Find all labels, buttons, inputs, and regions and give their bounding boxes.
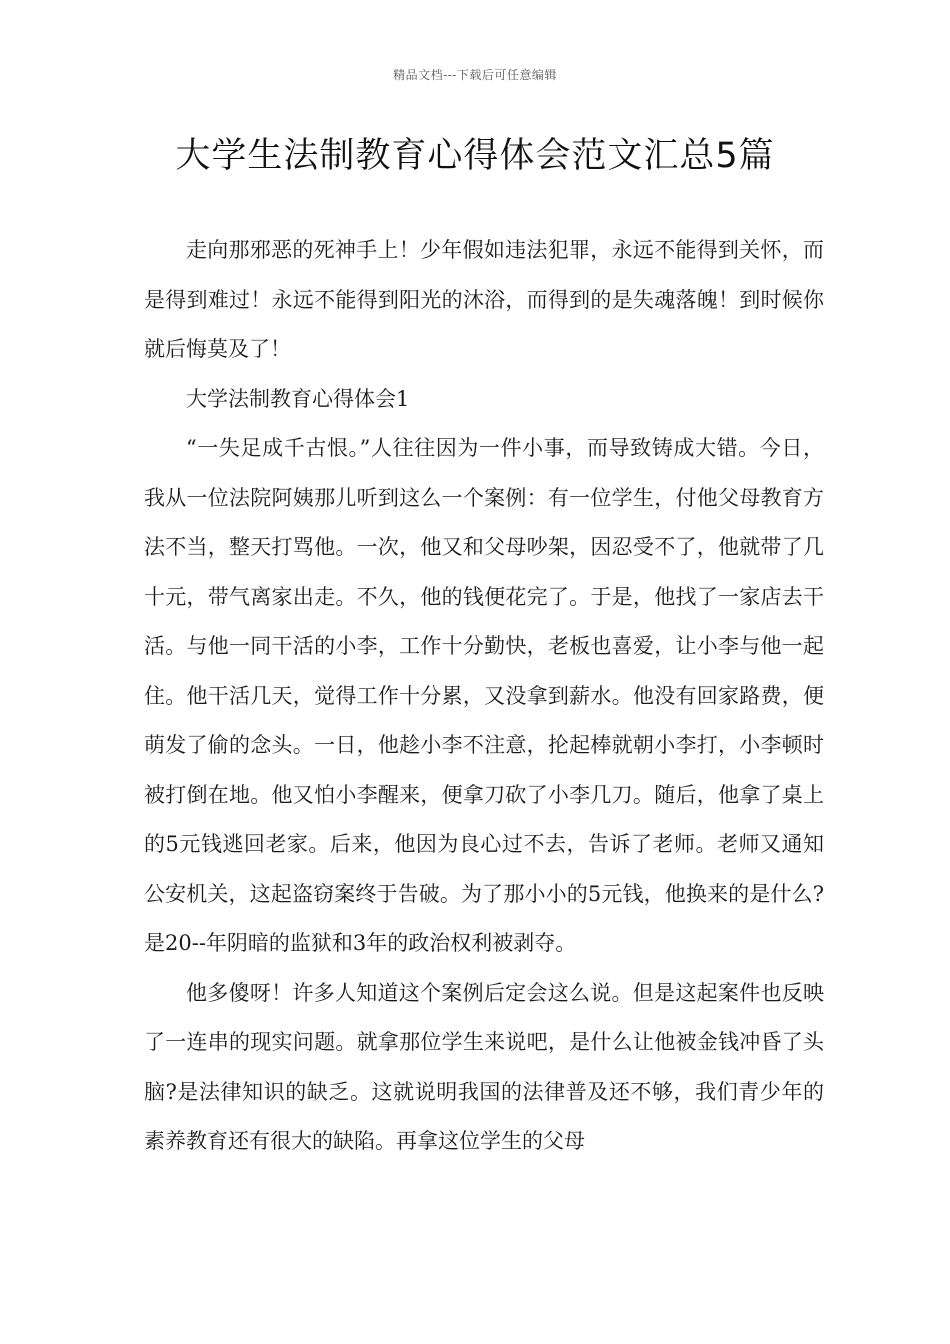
paragraph-intro: 走向那邪恶的死神手上！少年假如违法犯罪，永远不能得到关怀，而是得到难过！永远不能得到阳光的沐浴，而得到的是失魂落魄！到时候你就后悔莫及了！ — [144, 238, 824, 361]
header-note: 精品文档---下载后可任意编辑 — [393, 68, 557, 82]
document-body — [144, 226, 824, 1167]
paragraph-case-story: “一失足成千古恨。”人往往因为一件小事，而导致铸成大错。今日，我从一位法院阿姨那儿听到这么一个案例：有一位学生，付他父母教育方法不当，整天打骂他。一次，他又和父母吵架，因忍受不了，他就带了几十元，带气离家出走。不久，他的钱便花完了。于是，他找了一家店去干活。与他一同干活的小李，工作十分勤快，老板也喜爱，让小李与他一起住。他干活几天，觉得工作十分累，又没拿到薪水。他没有回家路费，便萌发了偷的念头。一日，他趁小李不注意，抡起棒就朝小李打，小李顿时被打倒在地。他又怕小李醒来，便拿刀砍了小李几刀。随后，他拿了桌上的5元钱逃回老家。后来，他因为良心过不去，告诉了老师。老师又通知公安机关，这起盗窃案终于告破。为了那小小的5元钱，他换来的是什么?是20--年阴暗的监狱和3年的政治权利被剥夺。 — [144, 436, 824, 955]
paragraph-reflection: 他多傻呀！许多人知道这个案例后定会这么说。但是这起案件也反映了一连串的现实问题。就拿那位学生来说吧，是什么让他被金钱冲昏了头脑?是法律知识的缺乏。这就说明我国的法律普及还不够，我们青少年的素养教育还有很大的缺陷。再拿这位学生的父母 — [144, 980, 824, 1153]
section-heading: 大学法制教育心得体会1 — [186, 386, 410, 411]
document-title: 大学生法制教育心得体会范文汇总5篇 — [175, 136, 775, 176]
